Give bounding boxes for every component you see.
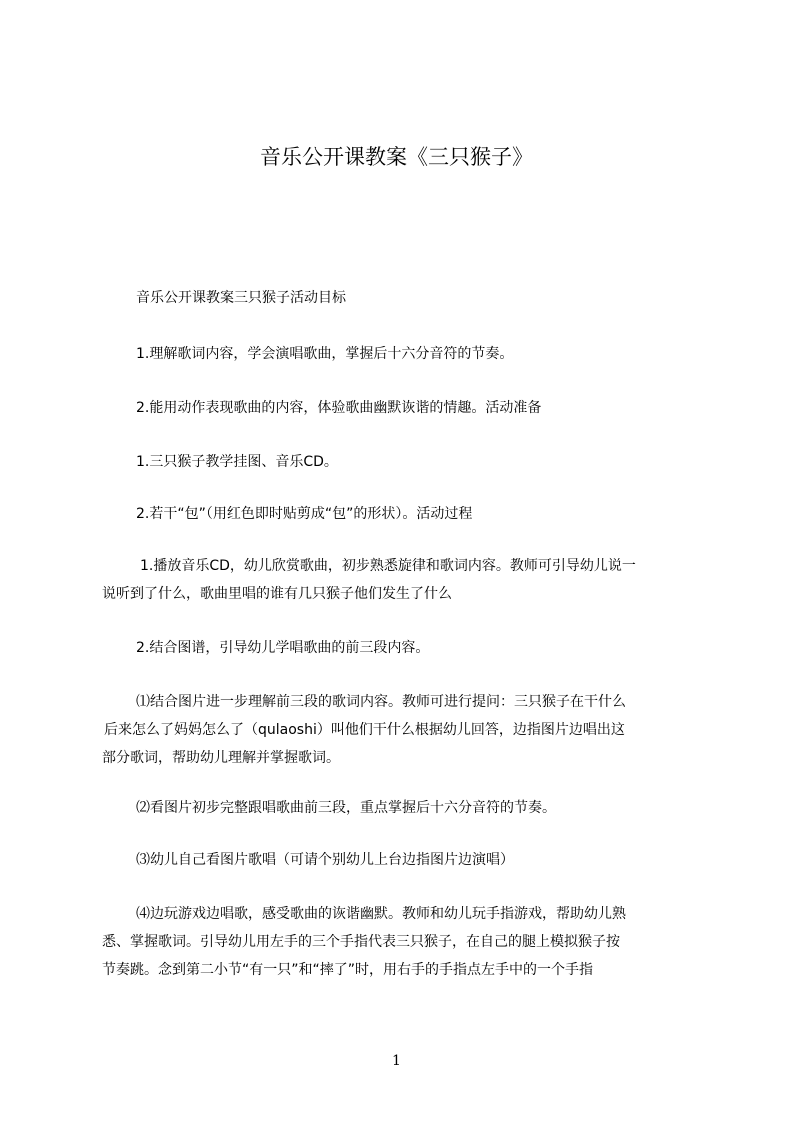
text-line: 2.能用动作表现歌曲的内容，体验歌曲幽默诙谐的情趣。活动准备: [136, 400, 542, 416]
paragraph-objectives-heading: [102, 284, 706, 312]
text-line: 节奏跳。念到第二小节“有一只”和“摔了”时，用右手的手指点左手中的一个手指: [102, 962, 594, 978]
text-line: 后来怎么了妈妈怎么了（qulaoshi）叫他们干什么根据幼儿回答，边指图片边唱出这: [104, 722, 625, 738]
text-line: ⑶幼儿自己看图片歌唱（可请个别幼儿上台边指图片边演唱）: [136, 852, 514, 868]
text-line: ⑴结合图片进一步理解前三段的歌词内容。教师可进行提问：三只猴子在干什么: [136, 694, 626, 710]
paragraph-process-1: [102, 552, 706, 608]
text-line: 1.三只猴子教学挂图、音乐CD。: [136, 454, 338, 470]
text-line: ⑵看图片初步完整跟唱歌曲前三段，重点掌握后十六分音符的节奏。: [136, 800, 556, 816]
paragraph-step-3: [102, 846, 706, 874]
paragraph-step-2: [102, 794, 706, 822]
paragraph-preparation-2: [102, 500, 706, 528]
paragraph-step-4: [102, 900, 706, 984]
text-line: 2.结合图谱，引导幼儿学唱歌曲的前三段内容。: [136, 640, 430, 656]
text-line: ⑷边玩游戏边唱歌，感受歌曲的诙谐幽默。教师和幼儿玩手指游戏，帮助幼儿熟: [136, 906, 626, 922]
text-line: 说听到了什么，歌曲里唱的谁有几只猴子他们发生了什么: [102, 586, 452, 602]
paragraph-objective-1: [102, 340, 706, 368]
paragraph-process-2: [102, 634, 706, 662]
text-line: 部分歌词，帮助幼儿理解并掌握歌词。: [102, 750, 340, 766]
paragraph-step-1: [102, 688, 706, 772]
paragraph-objective-2: [102, 394, 706, 422]
page-number: 1: [392, 1053, 401, 1069]
document-title: 音乐公开课教案《三只猴子》: [260, 145, 533, 169]
paragraph-preparation-1: [102, 448, 706, 476]
text-line: 音乐公开课教案三只猴子活动目标: [136, 290, 346, 306]
text-line: 1.播放音乐CD，幼儿欣赏歌曲，初步熟悉旋律和歌词内容。教师可引导幼儿说一: [140, 558, 636, 574]
text-line: 2.若干“包”（用红色即时贴剪成“包”的形状）。活动过程: [136, 506, 473, 522]
text-line: 悉、掌握歌词。引导幼儿用左手的三个手指代表三只猴子，在自己的腿上模拟猴子按: [102, 934, 620, 950]
text-line: 1.理解歌词内容，学会演唱歌曲，掌握后十六分音符的节奏。: [136, 346, 514, 362]
